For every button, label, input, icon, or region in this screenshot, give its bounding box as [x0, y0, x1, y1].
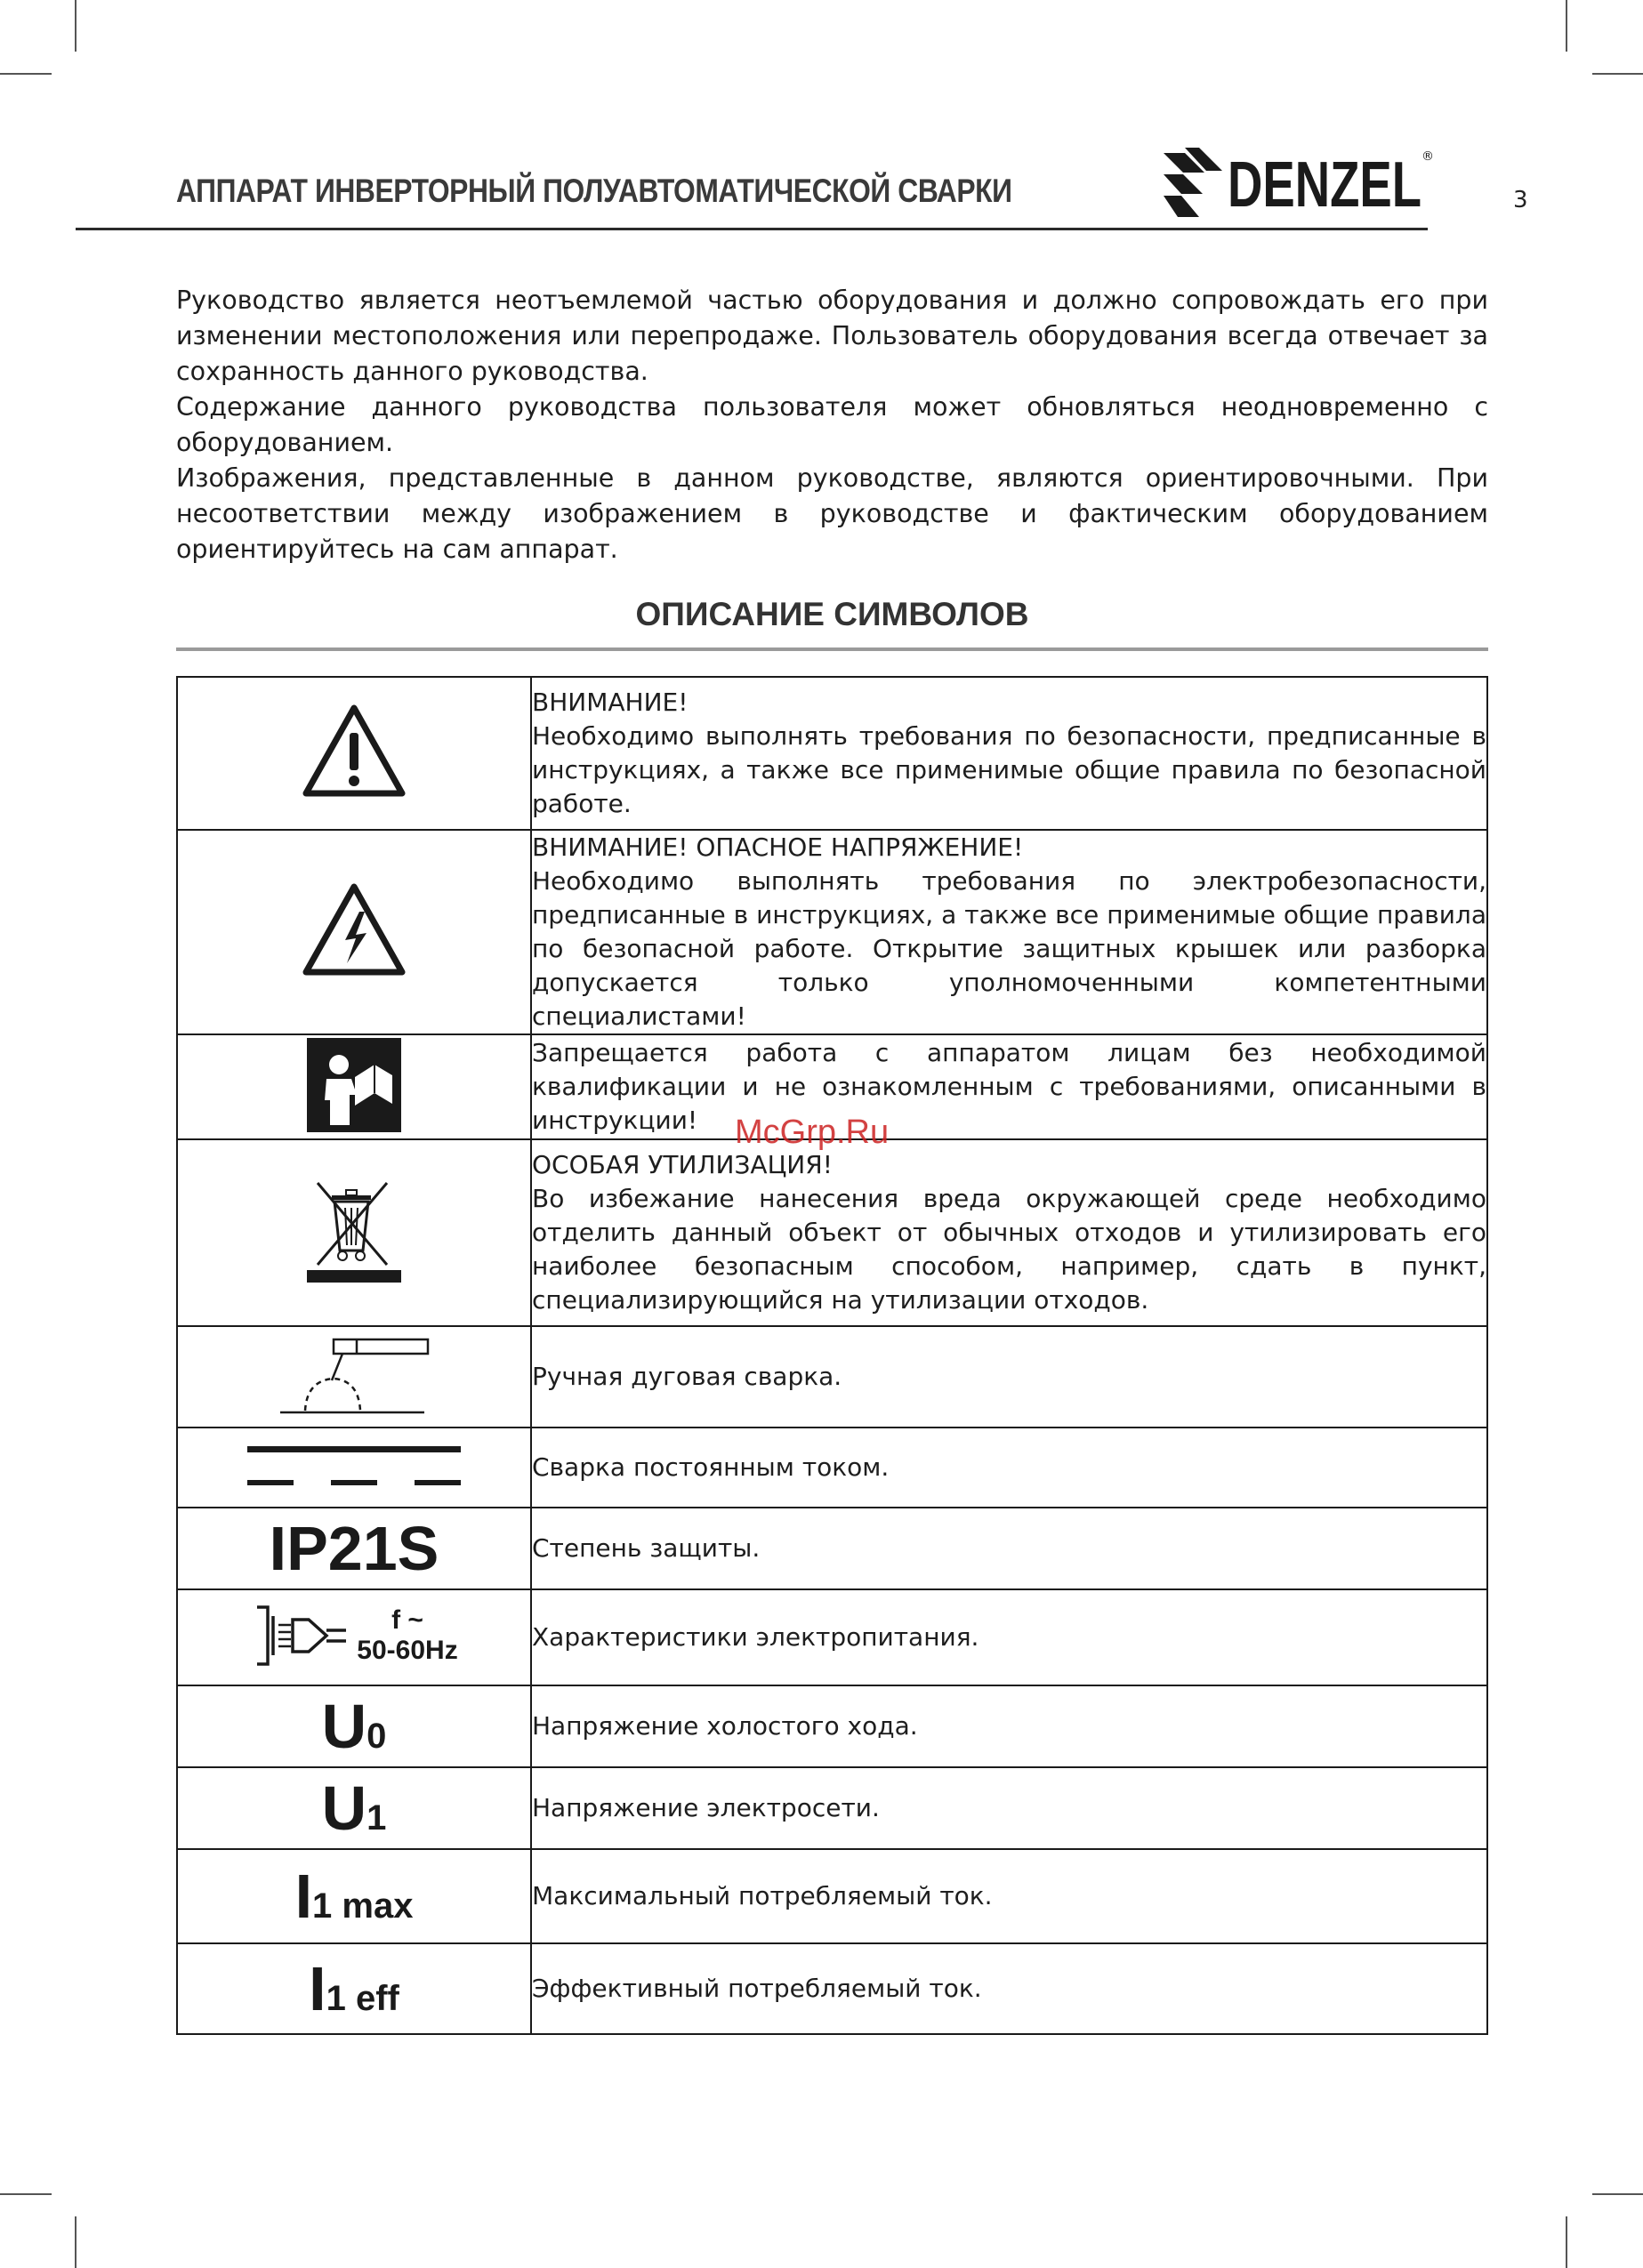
- symbol-description: Эффективный потребляемый ток.: [532, 1974, 982, 2003]
- power-plug-icon: [250, 1604, 350, 1668]
- symbol-description: Напряжение электросети.: [532, 1793, 880, 1822]
- icon-cell: [177, 1943, 531, 2034]
- icon-cell: [177, 1589, 531, 1685]
- crop-mark: [1566, 2216, 1567, 2268]
- direct-current-icon: [247, 1441, 461, 1491]
- table-row: [177, 830, 1487, 1034]
- table-row: [177, 1767, 1487, 1849]
- u1-symbol: [321, 1773, 387, 1843]
- symbol-title: ВНИМАНИЕ!: [532, 688, 689, 717]
- symbol-subscript: 0: [366, 1717, 387, 1756]
- symbol-description: Характеристики электропитания.: [532, 1622, 979, 1652]
- table-row: [177, 1849, 1487, 1943]
- symbol-main: I: [294, 1862, 313, 1931]
- icon-cell: [177, 1034, 531, 1139]
- crop-mark: [0, 73, 52, 75]
- i1eff-symbol: [309, 1954, 399, 2023]
- icon-cell: [177, 830, 531, 1034]
- symbol-main: I: [309, 1954, 326, 2023]
- icon-cell: [177, 677, 531, 830]
- text-cell: [531, 830, 1487, 1034]
- text-cell: [531, 1034, 1487, 1139]
- brand-name: DENZEL: [1228, 149, 1422, 221]
- weee-disposal-icon: [305, 1178, 403, 1284]
- watermark: McGrp.Ru: [735, 1114, 890, 1151]
- denzel-logo: [1160, 141, 1436, 222]
- intro-paragraph: Руководство является неотъемлемой частью оборудования и должно сопровождать его при изменении местоположения или перепродаже. Пользователь оборудования всегда отвечает за сохранность данного руководства.: [176, 286, 1488, 386]
- ip-rating-symbol: IP21S: [269, 1514, 439, 1583]
- registered-mark: ®: [1422, 149, 1434, 164]
- symbol-subscript: 1 eff: [326, 1979, 399, 2018]
- crop-mark: [75, 2216, 77, 2268]
- text-cell: [531, 1139, 1487, 1326]
- text-cell: [531, 677, 1487, 830]
- high-voltage-icon: [301, 881, 407, 979]
- symbol-main: U: [321, 1773, 367, 1843]
- symbol-description: Степень защиты.: [532, 1533, 761, 1563]
- table-row: [177, 1943, 1487, 2034]
- symbol-description: Во избежание нанесения вреда окружающей среде необходимо отделить данный объект от обычных отходов и утилизировать его наиболее безопасным способом, например, сдать в пункт, специализирующийся на утилизации отходов.: [532, 1184, 1486, 1315]
- intro-text: [176, 283, 1488, 567]
- icon-cell: [177, 1767, 531, 1849]
- icon-cell: [177, 1428, 531, 1508]
- symbol-description: Ручная дуговая сварка.: [532, 1362, 842, 1391]
- symbol-description: Необходимо выполнять требования по безопасности, предписанные в инструкциях, а также все применимые общие правила по безопасной работе.: [532, 721, 1486, 818]
- frequency-label: f ~: [391, 1605, 423, 1635]
- text-cell: [531, 1326, 1487, 1428]
- table-row: [177, 677, 1487, 830]
- text-cell: [531, 1767, 1487, 1849]
- text-cell: [531, 1428, 1487, 1508]
- section-rule: [176, 647, 1488, 651]
- table-row: [177, 1589, 1487, 1685]
- crop-mark: [1592, 2193, 1643, 2195]
- symbol-subscript: 1 max: [312, 1886, 414, 1926]
- icon-cell: [177, 1139, 531, 1326]
- symbols-table: [176, 676, 1488, 2035]
- icon-cell: [177, 1508, 531, 1589]
- symbol-main: U: [321, 1692, 367, 1761]
- symbol-subscript: 1: [366, 1798, 387, 1838]
- document-title: АППАРАТ ИНВЕРТОРНЫЙ ПОЛУАВТОМАТИЧЕСКОЙ СВАРКИ: [176, 173, 1012, 209]
- text-cell: [531, 1508, 1487, 1589]
- intro-paragraph: Изображения, представленные в данном руководстве, являются ориентировочными. При несоответствии между изображением в руководстве и фактическим оборудованием ориентируйтесь на сам аппарат.: [176, 463, 1488, 564]
- symbol-description: Сварка постоянным током.: [532, 1452, 890, 1482]
- symbol-description: Максимальный потребляемый ток.: [532, 1881, 993, 1910]
- text-cell: [531, 1943, 1487, 2034]
- warning-triangle-icon: [301, 703, 407, 800]
- crop-mark: [75, 0, 77, 52]
- table-row: [177, 1508, 1487, 1589]
- page-number: 3: [1513, 187, 1528, 213]
- header-rule: [76, 228, 1428, 230]
- symbol-description: Необходимо выполнять требования по электробезопасности, предписанные в инструкциях, а также все применимые общие правила по безопасной работе. Открытие защитных крышек или разборка допускается только уполномоченными компетентными специалистами!: [532, 866, 1486, 1031]
- icon-cell: [177, 1849, 531, 1943]
- frequency-range: 50-60Hz: [357, 1636, 458, 1665]
- table-row: [177, 1428, 1487, 1508]
- table-row: [177, 1685, 1487, 1767]
- table-row: [177, 1139, 1487, 1326]
- intro-paragraph: Содержание данного руководства пользователя может обновляться неодновременно с оборудованием.: [176, 392, 1488, 457]
- symbol-title: ОСОБАЯ УТИЛИЗАЦИЯ!: [532, 1150, 833, 1179]
- text-cell: [531, 1589, 1487, 1685]
- crop-mark: [1566, 0, 1567, 52]
- symbol-description: Запрещается работа с аппаратом лицам без необходимой квалификации и не ознакомленным с требованиями, описанными в инструкции!: [532, 1038, 1486, 1135]
- read-manual-icon: [307, 1038, 401, 1132]
- icon-cell: [177, 1685, 531, 1767]
- i1max-symbol: [294, 1862, 414, 1931]
- section-title: ОПИСАНИЕ СИМВОЛОВ: [635, 596, 1029, 632]
- symbol-description: Напряжение холостого хода.: [532, 1711, 918, 1741]
- u0-symbol: [321, 1692, 387, 1761]
- arc-welding-icon: [278, 1331, 430, 1420]
- table-row: [177, 1326, 1487, 1428]
- text-cell: [531, 1685, 1487, 1767]
- symbol-title: ВНИМАНИЕ! ОПАСНОЕ НАПРЯЖЕНИЕ!: [532, 832, 1024, 862]
- crop-mark: [0, 2193, 52, 2195]
- crop-mark: [1592, 73, 1643, 75]
- text-cell: [531, 1849, 1487, 1943]
- icon-cell: [177, 1326, 531, 1428]
